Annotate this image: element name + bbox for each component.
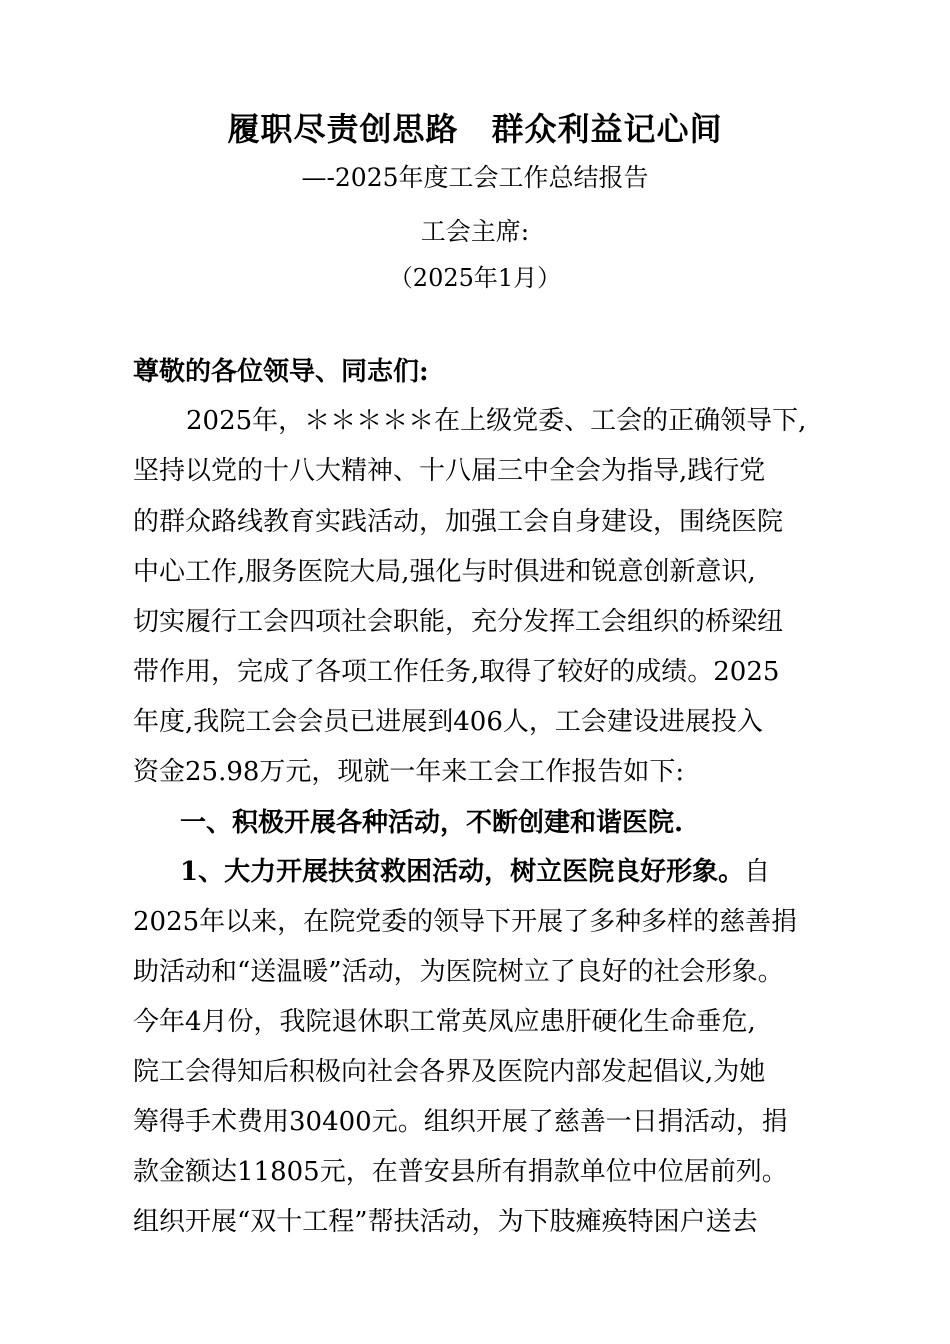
item-heading-tail: 自: [744, 857, 771, 887]
paragraph-line: 2025年以来，在院党委的领导下开展了多种多样的慈善捐: [133, 907, 798, 937]
date-line: （2025年1月）: [388, 264, 562, 292]
paragraph-line: 2025年，＊＊＊＊＊在上级党委、工会的正确领导下,: [186, 406, 807, 436]
section-heading: 一、积极开展各种活动，不断创建和谐医院.: [180, 808, 684, 838]
paragraph-line: 切实履行工会四项社会职能，充分发挥工会组织的桥梁纽: [133, 607, 784, 637]
document-subtitle: —-2025年度工会工作总结报告: [301, 163, 649, 192]
paragraph-line: 筹得手术费用30400元。组织开展了慈善一日捐活动，捐: [133, 1107, 788, 1137]
item-heading-line: [180, 857, 770, 887]
paragraph-line: 中心工作,服务医院大局,强化与时俱进和锐意创新意识,: [133, 557, 756, 587]
paragraph-line: 资金25.98万元，现就一年来工会工作报告如下:: [133, 757, 685, 787]
paragraph-line: 的群众路线教育实践活动，加强工会自身建设，围绕医院: [133, 507, 784, 537]
paragraph-line: 组织开展“双十工程”帮扶活动，为下肢瘫痪特困户送去: [133, 1207, 758, 1237]
paragraph-line: 年度,我院工会会员已进展到406人，工会建设进展投入: [133, 707, 763, 737]
paragraph-line: 款金额达11805元，在普安县所有捐款单位中位居前列。: [133, 1157, 788, 1187]
paragraph-line: 今年4月份，我院退休职工常英凤应患肝硬化生命垂危,: [133, 1007, 756, 1037]
author-line: 工会主席:: [420, 217, 530, 246]
paragraph-line: 助活动和“送温暖”活动，为医院树立了良好的社会形象。: [133, 957, 784, 987]
paragraph-line: 院工会得知后积极向社会各界及医院内部发起倡议,为她: [133, 1057, 766, 1087]
paragraph-line: 坚持以党的十八大精神、十八届三中全会为指导,践行党: [133, 456, 766, 486]
salutation: 尊敬的各位领导、同志们:: [133, 357, 429, 387]
document-title: 履职尽责创思路 群众利益记心间: [227, 110, 723, 148]
item-heading: 1、大力开展扶贫救困活动，树立医院良好形象。: [180, 857, 745, 887]
paragraph-line: 带作用，完成了各项工作任务,取得了较好的成绩。2025: [133, 657, 780, 687]
